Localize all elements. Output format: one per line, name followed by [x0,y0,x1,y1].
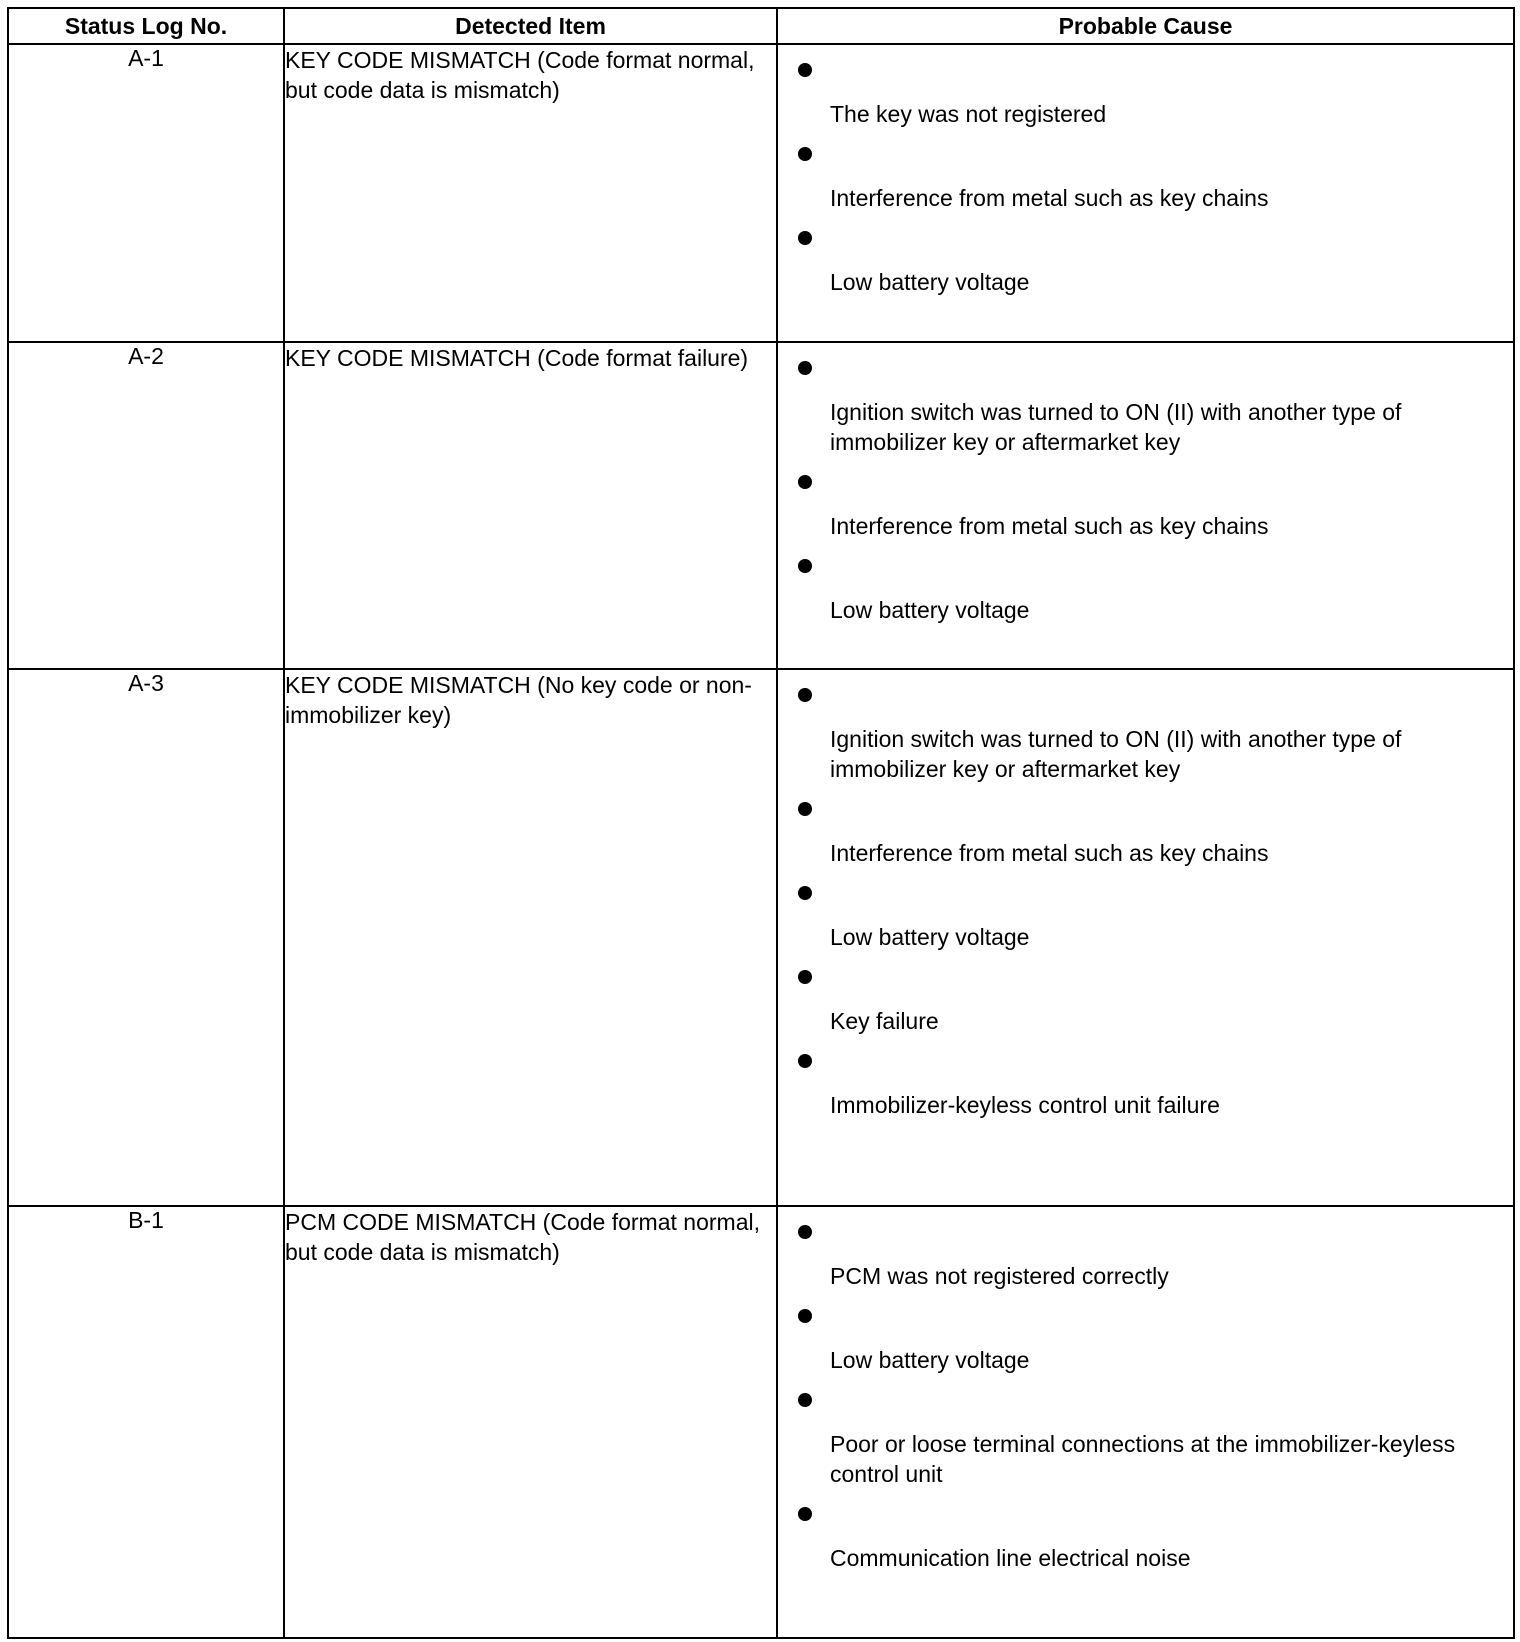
cause-list-item [778,1291,1513,1375]
probable-cause-cell [777,44,1514,342]
bullet-icon [798,559,812,573]
cause-list-item [778,213,1513,297]
header-row [8,8,1514,44]
table-row [8,669,1514,1206]
cause-list-item [778,1036,1513,1120]
cause-list-item [778,457,1513,541]
cause-text: Communication line electrical noise [830,1545,1191,1571]
detected-item-cell: KEY CODE MISMATCH (Code format normal, but code data is mismatch) [284,44,777,342]
cause-text: Key failure [830,1008,939,1034]
bullet-icon [798,688,812,702]
bullet-icon [798,147,812,161]
bullet-icon [798,970,812,984]
header-probable-cause: Probable Cause [777,8,1514,44]
status-log-no-cell: A-2 [8,342,284,669]
status-log-table [7,7,1515,1639]
probable-cause-cell [777,669,1514,1206]
cause-list-item [778,1375,1513,1489]
cause-text: Poor or loose terminal connections at the immobilizer-keyless control unit [830,1431,1456,1487]
cause-text: Immobilizer-keyless control unit failure [830,1092,1220,1118]
cause-list-item [778,343,1513,457]
cause-list-item [778,129,1513,213]
cause-text: Interference from metal such as key chains [830,513,1269,539]
cause-text: Interference from metal such as key chains [830,185,1269,211]
table-row [8,44,1514,342]
detected-item-cell: KEY CODE MISMATCH (Code format failure) [284,342,777,669]
cause-text: Low battery voltage [830,924,1030,950]
probable-cause-cell [777,1206,1514,1638]
bullet-icon [798,475,812,489]
cause-text: Low battery voltage [830,269,1030,295]
cause-list-item [778,541,1513,625]
cause-text: The key was not registered [830,101,1107,127]
cause-text: Interference from metal such as key chains [830,840,1269,866]
table-row [8,1206,1514,1638]
cause-text: Ignition switch was turned to ON (II) with another type of immobilizer key or aftermarket key [830,726,1402,782]
detected-item-cell: KEY CODE MISMATCH (No key code or non-immobilizer key) [284,669,777,1206]
status-log-no-cell: A-1 [8,44,284,342]
probable-cause-cell [777,342,1514,669]
status-log-no-cell: A-3 [8,669,284,1206]
cause-list-item [778,1489,1513,1573]
detected-item-cell: PCM CODE MISMATCH (Code format normal, but code data is mismatch) [284,1206,777,1638]
bullet-icon [798,1225,812,1239]
bullet-icon [798,231,812,245]
cause-text: Low battery voltage [830,1347,1030,1373]
table-row [8,342,1514,669]
status-log-no-cell: B-1 [8,1206,284,1638]
cause-list-item [778,1207,1513,1291]
cause-text: Low battery voltage [830,597,1030,623]
bullet-icon [798,802,812,816]
bullet-icon [798,1507,812,1521]
bullet-icon [798,886,812,900]
bullet-icon [798,1309,812,1323]
cause-text: Ignition switch was turned to ON (II) with another type of immobilizer key or aftermarket key [830,399,1402,455]
cause-list-item [778,670,1513,784]
cause-list-item [778,45,1513,129]
cause-list-item [778,952,1513,1036]
bullet-icon [798,361,812,375]
bullet-icon [798,63,812,77]
cause-text: PCM was not registered correctly [830,1263,1169,1289]
bullet-icon [798,1393,812,1407]
header-detected-item: Detected Item [284,8,777,44]
cause-list-item [778,868,1513,952]
cause-list-item [778,784,1513,868]
bullet-icon [798,1054,812,1068]
header-status-log-no: Status Log No. [8,8,284,44]
